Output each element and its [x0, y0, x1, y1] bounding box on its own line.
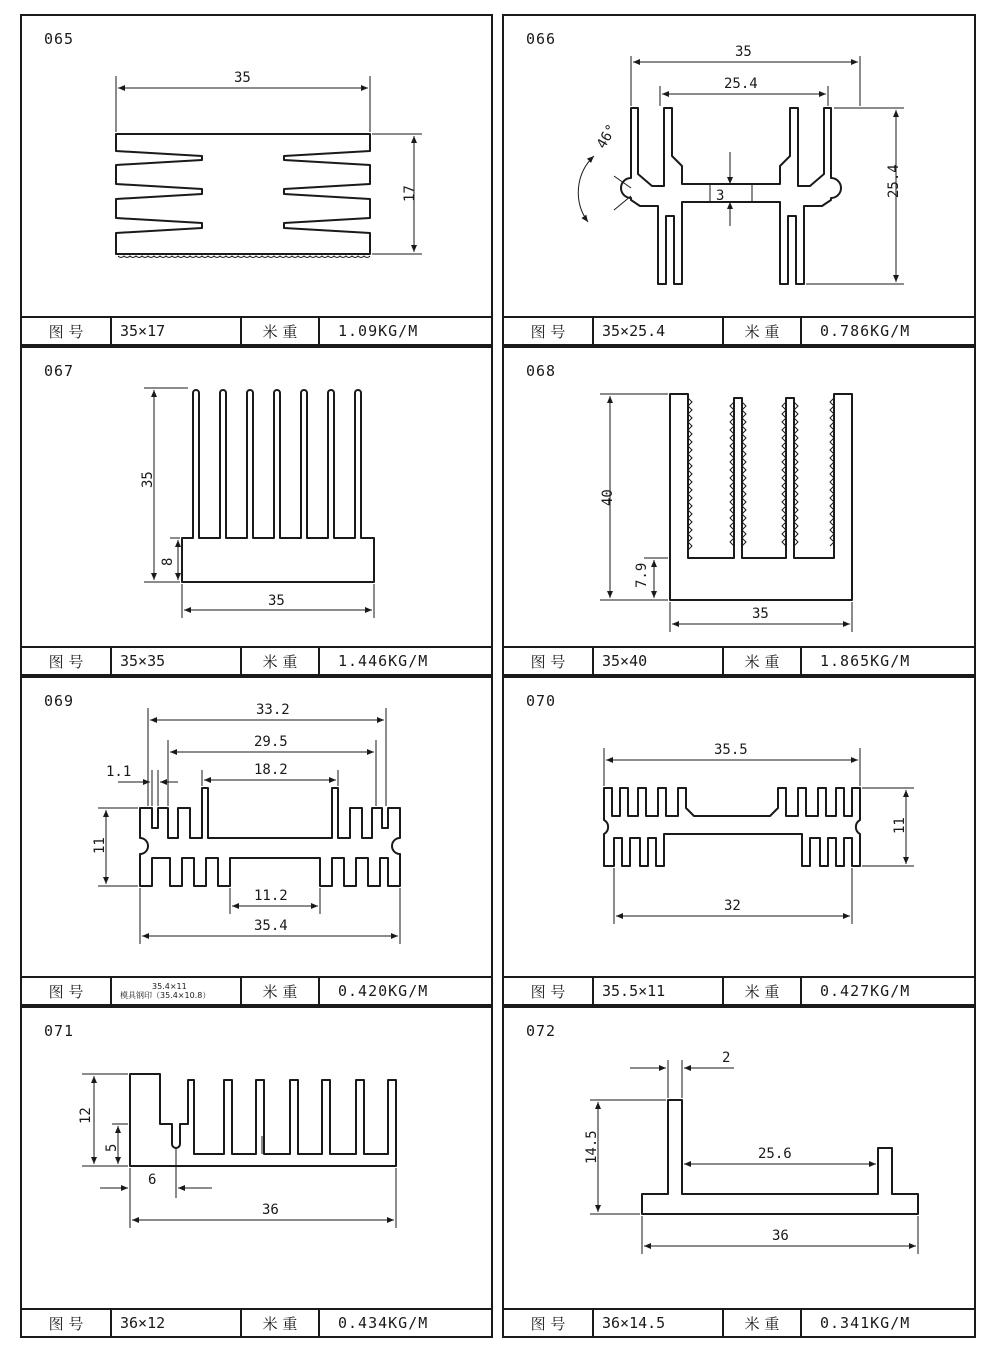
- profile-card-072: [502, 1006, 976, 1338]
- figure-no-label: 图 号: [22, 978, 112, 1004]
- spec-bar: [504, 316, 974, 344]
- dim-inner-width: 25.4: [724, 76, 758, 92]
- weight-label: 米 重: [242, 648, 320, 674]
- weight-label: 米 重: [242, 318, 320, 344]
- profile-size: 35×35: [112, 648, 242, 674]
- profile-code: 071: [44, 1022, 75, 1040]
- dim-wall-thickness: 2: [722, 1050, 731, 1066]
- profile-weight: 0.420KG/M: [338, 982, 429, 1000]
- profile-code: 066: [526, 30, 557, 48]
- dim-fin-angle: 46°: [593, 121, 621, 152]
- dim-base-thickness: 7.9: [634, 562, 650, 588]
- dim-width: 36: [772, 1228, 789, 1244]
- dim-bottom-gap: 11.2: [254, 888, 288, 904]
- dim-inner-span: 25.6: [758, 1146, 792, 1162]
- profile-code: 069: [44, 692, 75, 710]
- weight-label: 米 重: [242, 978, 320, 1004]
- figure-no-label: 图 号: [22, 648, 112, 674]
- profile-card-066: [502, 14, 976, 346]
- dim-height: 11: [92, 837, 108, 854]
- profile-drawing-072: [504, 1008, 974, 1308]
- spec-bar: [504, 646, 974, 674]
- dim-center-gap: 18.2: [254, 762, 288, 778]
- dim-width: 35.4: [254, 918, 288, 934]
- dim-width: 35: [268, 593, 285, 609]
- profile-card-068: [502, 346, 976, 676]
- profile-drawing-067: [22, 348, 492, 648]
- profile-drawing-071: [22, 1008, 492, 1308]
- profile-card-065: [20, 14, 493, 346]
- profile-weight: 0.427KG/M: [820, 982, 911, 1000]
- heatsink-profile: [140, 788, 400, 886]
- profile-drawing-065: [22, 16, 492, 316]
- dim-overall-fins: 33.2: [256, 702, 290, 718]
- profile-size: 35.5×11: [594, 978, 724, 1004]
- profile-weight: 1.446KG/M: [338, 652, 429, 670]
- profile-size: 35×40: [594, 648, 724, 674]
- profile-card-069: [20, 676, 493, 1006]
- dim-slot-offset: 6: [148, 1172, 157, 1188]
- dim-height: 40: [600, 489, 616, 506]
- profile-drawing-066: [504, 16, 974, 316]
- profile-code: 065: [44, 30, 75, 48]
- dim-base-thickness: 8: [160, 557, 176, 566]
- profile-size: 35×17: [112, 318, 242, 344]
- dim-width: 35: [752, 606, 769, 622]
- dim-width: 35: [234, 70, 251, 86]
- dim-height: 25.4: [886, 164, 902, 198]
- dim-base-thickness: 3: [716, 188, 725, 204]
- spec-bar: [22, 1308, 491, 1336]
- spec-bar: [504, 1308, 974, 1336]
- profile-size: 36×12: [112, 1310, 242, 1336]
- figure-no-label: 图 号: [504, 978, 594, 1004]
- dim-fin-height: 35: [140, 471, 156, 488]
- profile-weight: 0.786KG/M: [820, 322, 911, 340]
- profile-drawing-069: [22, 678, 492, 978]
- spec-bar: [22, 646, 491, 674]
- heatsink-profile: [130, 1074, 396, 1166]
- weight-label: 米 重: [724, 648, 802, 674]
- dim-inner-fins: 29.5: [254, 734, 288, 750]
- weight-label: 米 重: [724, 978, 802, 1004]
- heatsink-profile: [670, 394, 852, 600]
- profile-size: 35×25.4: [594, 318, 724, 344]
- dim-width: 36: [262, 1202, 279, 1218]
- dim-fin-thickness: 1.1: [106, 764, 132, 780]
- profile-code: 068: [526, 362, 557, 380]
- figure-no-label: 图 号: [504, 1310, 594, 1336]
- heatsink-profile: [621, 108, 841, 284]
- figure-no-label: 图 号: [22, 1310, 112, 1336]
- weight-label: 米 重: [724, 318, 802, 344]
- dim-height: 12: [78, 1107, 94, 1124]
- profile-weight: 0.341KG/M: [820, 1314, 911, 1332]
- figure-no-label: 图 号: [504, 648, 594, 674]
- profile-weight: 1.09KG/M: [338, 322, 419, 340]
- profile-code: 072: [526, 1022, 557, 1040]
- heatsink-profile: [116, 134, 370, 254]
- profile-card-071: [20, 1006, 493, 1338]
- dim-width-top: 35.5: [714, 742, 748, 758]
- profile-size-block: [112, 978, 242, 1004]
- heatsink-profile: [182, 390, 374, 582]
- dim-slot-depth: 5: [104, 1143, 120, 1152]
- profile-card-067: [20, 346, 493, 676]
- profile-code: 070: [526, 692, 557, 710]
- dim-height: 14.5: [584, 1130, 600, 1164]
- dim-height: 11: [892, 817, 908, 834]
- dim-height: 17: [402, 185, 418, 202]
- profile-size: 35.4×11: [152, 982, 187, 991]
- profile-size: 36×14.5: [594, 1310, 724, 1336]
- spec-bar: [22, 976, 491, 1004]
- profile-weight: 0.434KG/M: [338, 1314, 429, 1332]
- figure-no-label: 图 号: [22, 318, 112, 344]
- die-stamp-note: 模具钢印（35.4×10.8）: [120, 991, 211, 1000]
- profile-drawing-070: [504, 678, 974, 978]
- profile-code: 067: [44, 362, 75, 380]
- dim-width: 35: [735, 44, 752, 60]
- weight-label: 米 重: [724, 1310, 802, 1336]
- figure-no-label: 图 号: [504, 318, 594, 344]
- weight-label: 米 重: [242, 1310, 320, 1336]
- heatsink-profile: [604, 788, 860, 866]
- profile-drawing-068: [504, 348, 974, 648]
- spec-bar: [504, 976, 974, 1004]
- dim-width-bottom: 32: [724, 898, 741, 914]
- spec-bar: [22, 316, 491, 344]
- profile-weight: 1.865KG/M: [820, 652, 911, 670]
- profile-card-070: [502, 676, 976, 1006]
